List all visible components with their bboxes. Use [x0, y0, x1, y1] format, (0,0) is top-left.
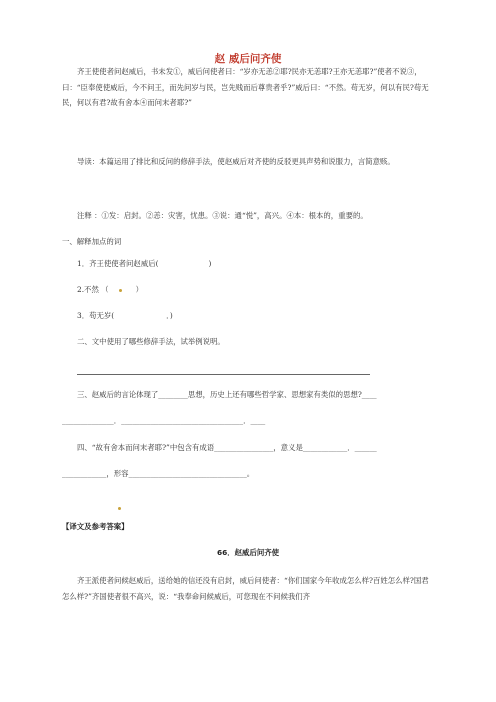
marker-dot-icon	[119, 289, 122, 292]
passage-text: 齐王使使者问赵威后，书未发①，威后问使者曰：“岁亦无恙②耶?民亦无恙耶?王亦无恙耶?”使者不说③，曰：“臣奉使使威后，今不问王，而先问岁与民，岂先贱而后尊贵者乎?”威后曰：“不然。苟无岁，何以有民?苟无民，何以有君?故有舍本④而问末者耶?”	[62, 67, 429, 107]
answers-subtitle: 66．赵威后问齐使	[216, 548, 280, 557]
question-3-continued: ______________．_________________________________．____	[62, 416, 266, 425]
question-1a-end: )	[208, 259, 212, 268]
question-1b	[77, 282, 449, 298]
answer-line	[77, 374, 370, 375]
translation-text: 齐王派使者问候赵威后，送给她的信还没有启封，威后问使者：“你们国家今年收成怎么样?百姓怎么样?国君怎么样?”齐国使者很不高兴，说：“我奉命问候威后，可您现在不问候我们齐	[62, 576, 429, 601]
marker-dot-icon	[118, 498, 121, 517]
question-1a-text: 1．齐王使使者问赵威后(	[77, 259, 159, 268]
question-4: 四、“故有舍本而问末者耶?”中包含有成语________________，意义是____________．______	[77, 443, 377, 452]
question-3: 三、赵威后的言论体现了________思想，历史上还有哪些哲学家、思想家有类似的思想?____	[77, 390, 377, 399]
answers-heading: 【译文及参考答案】	[62, 522, 129, 531]
question-1c	[77, 308, 449, 324]
question-1c-end: ．)	[166, 311, 173, 320]
question-1b-end: ）	[135, 285, 143, 294]
question-1b-text: 2.不然 （	[77, 285, 109, 294]
notes-text: 注释 ：①发：启封。②恙：灾害，忧患。③说：通“悦”，高兴。④本：根本的，重要的。	[77, 211, 368, 220]
question-1c-text: 3．苟无岁(	[77, 311, 115, 320]
question-1a	[77, 256, 449, 272]
question-2: 二、文中使用了哪些修辞手法，试举例说明。	[77, 337, 225, 346]
page-title: 赵 威后问齐使	[214, 53, 282, 65]
guide-text: 导读：本篇运用了排比和反问的修辞手法，使赵威后对齐使的反驳更具声势和说服力，言简意赅。	[77, 157, 395, 166]
question-1-heading: 一、解释加点的词	[62, 237, 122, 246]
question-4-continued: ____________，形容________________________________。	[62, 469, 255, 478]
